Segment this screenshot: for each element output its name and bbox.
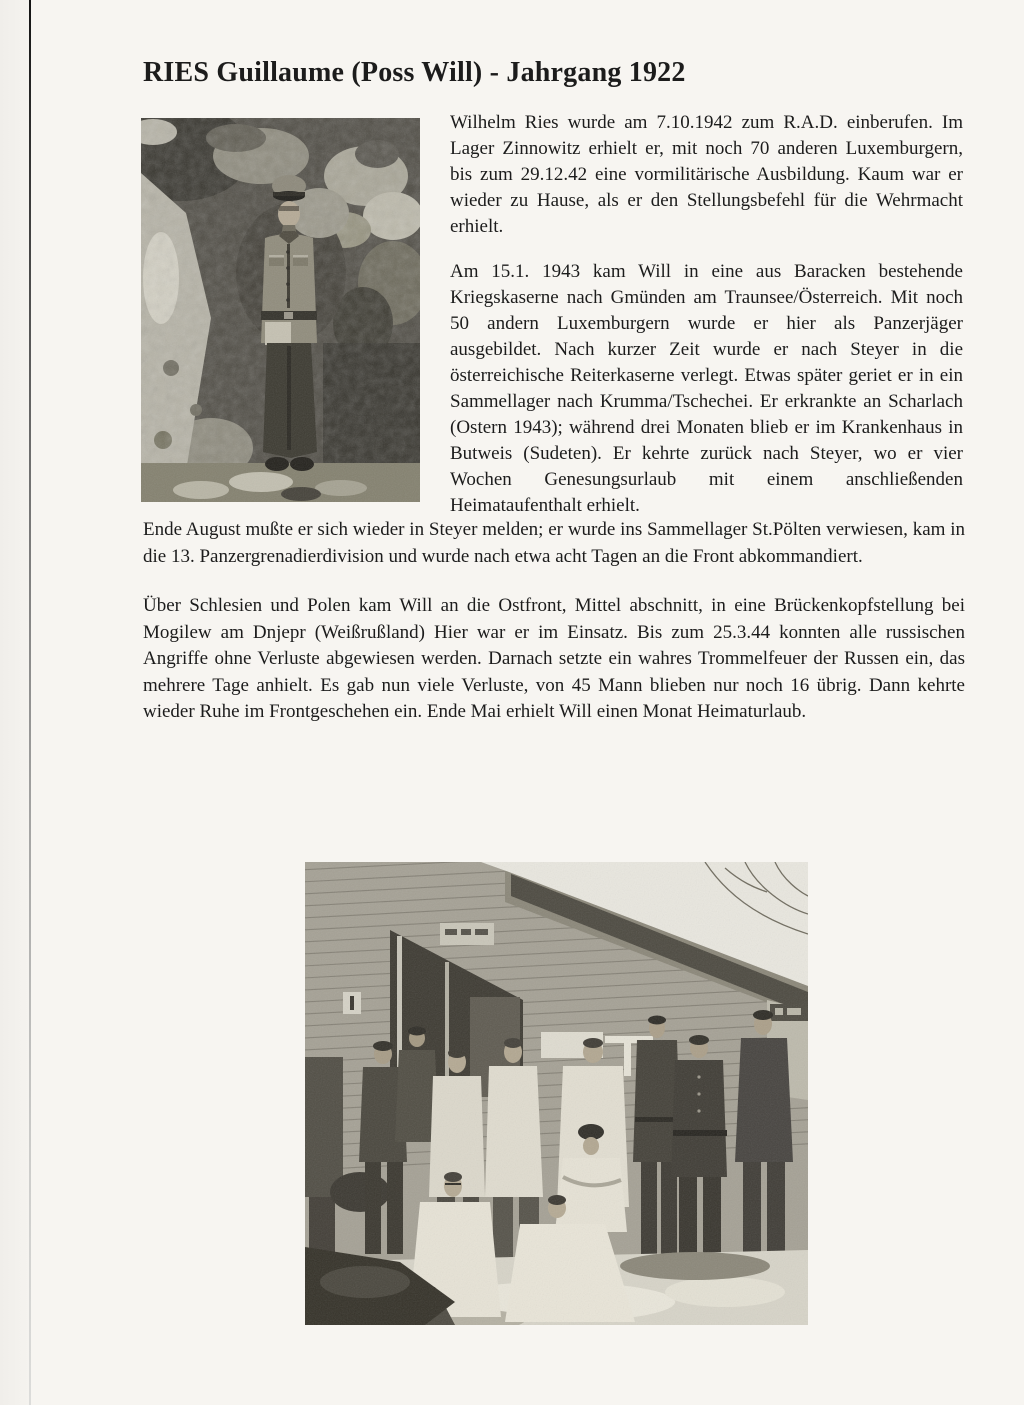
portrait-photo-svg: [141, 118, 420, 502]
paragraph-1: Wilhelm Ries wurde am 7.10.1942 zum R.A.D. einberufen. Im Lager Zinnowitz erhielt er, mit noch 70 anderen Luxemburgern, bis zum 29.12.42 eine vormilitärische Ausbildung. Kaum war er wieder zu Hause, als er den Stellungsbefehl für die Wehrmacht erhielt.: [450, 112, 963, 237]
group-photo-svg: [305, 862, 808, 1325]
scan-edge-strip: [0, 0, 29, 1405]
text-column: [450, 110, 963, 538]
paragraph-3: Ende August mußte er sich wieder in Steyer melden; er wurde ins Sammellager St.Pölten verwiesen, kam in die 13. Panzergrenadierdivision und wurde nach etwa acht Tagen an die Front abkommandiert.: [143, 519, 965, 567]
scan-fold-line: [29, 0, 31, 1405]
paragraph-2: Am 15.1. 1943 kam Will in eine aus Baracken bestehende Kriegskaserne nach Gmünden am Traunsee/Österreich. Mit noch 50 andern Luxemburgern wurde er hier als Panzerjäger ausgebildet. Nach kurzer Zeit wurde er nach Steyer in die österreichische Reiterkaserne verlegt. Etwas später geriet er in ein Sammellager nach Krumma/Tschechei. Er erkrankte an Scharlach (Ostern 1943); während drei Monaten blieb er im Krankenhaus in Butweis (Sudeten). Er kehrte zurück nach Steyer, wo er vier Wochen Genesungsurlaub mit einem anschließenden Heimataufenthalt erhielt.: [450, 261, 963, 516]
page-title: RIES Guillaume (Poss Will) - Jahrgang 1922: [143, 57, 686, 88]
full-width-column: [143, 517, 965, 749]
film-grain: [141, 118, 420, 502]
film-grain: [305, 862, 808, 1325]
group-photo: [305, 862, 808, 1325]
paragraph-4: Über Schlesien und Polen kam Will an die Ostfront, Mittel abschnitt, in eine Brückenkopfstellung bei Mogilew am Dnjepr (Weißrußland) Hier war er im Einsatz. Bis zum 25.3.44 konnten alle russischen Angriffe ohne Verluste abgewiesen werden. Darnach setzte ein wahres Trommelfeuer der Russen ein, das mehrere Tage anhielt. Es gab nun viele Verluste, von 45 Mann blieben nur noch 16 übrig. Dann kehrte wieder Ruhe im Frontgeschehen ein. Ende Mai erhielt Will einen Monat Heimaturlaub.: [143, 595, 965, 722]
portrait-photo: [141, 118, 420, 502]
